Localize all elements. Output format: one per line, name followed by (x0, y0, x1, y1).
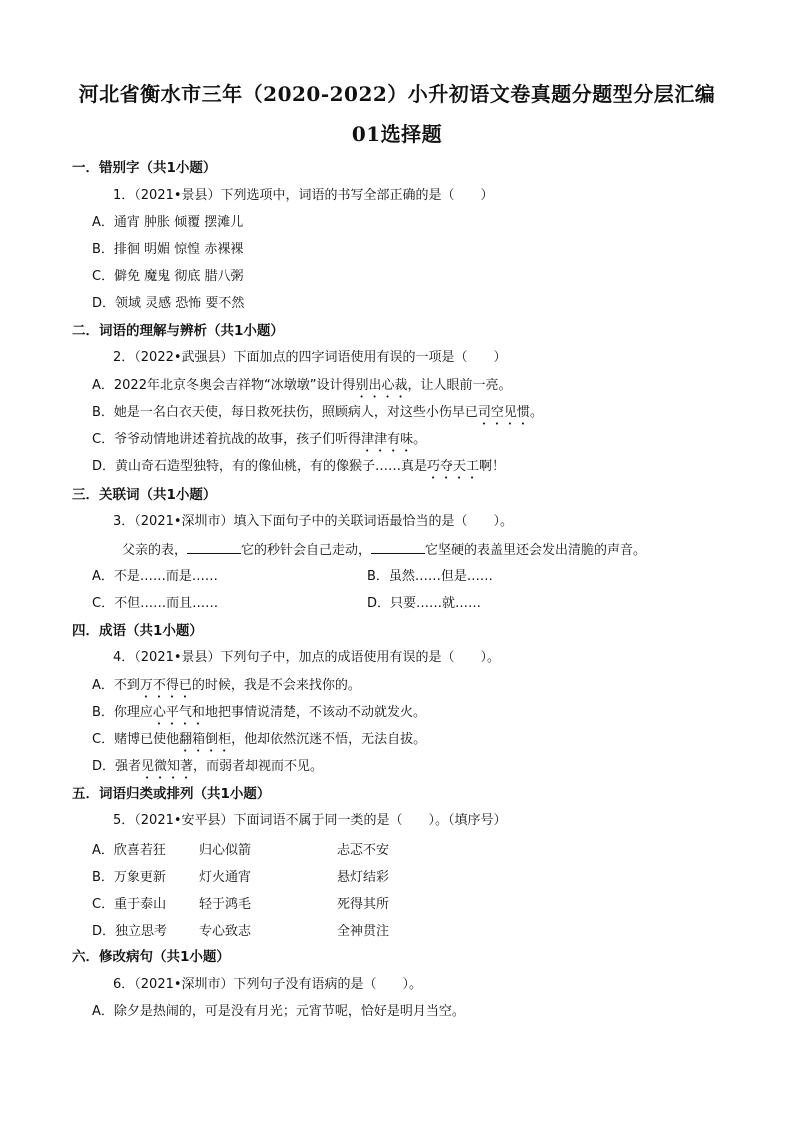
option-text: C．赌博已使他 (92, 732, 180, 747)
option-text: ，他却依然沉迷不悟，无法自拔。 (231, 732, 427, 747)
option-text: A．2022年北京冬奥会吉祥物“冰墩墩”设计得 (92, 378, 356, 393)
option-c (92, 730, 426, 755)
fill-blank (187, 539, 241, 554)
option-text: B．你理应 (92, 705, 153, 720)
option-b (92, 703, 426, 728)
option-text: 啊！ (479, 459, 506, 474)
fill-blank (371, 539, 425, 554)
word-cell: 全神贯注 (337, 924, 390, 939)
section-heading: 五．词语归类或排列（共1小题） (72, 786, 271, 802)
option-text: ，让人眼前一亮。 (407, 378, 512, 393)
dotted-phrase: 别出心裁 (355, 378, 408, 393)
word-group-row (92, 893, 492, 913)
option-d (92, 757, 323, 782)
option-c: C．不但……而且…… (92, 596, 219, 611)
question-stem: 3．（2021•深圳市）填入下面句子中的关联词语最恰当的是（ ）。 (113, 514, 514, 529)
option-b (92, 403, 543, 428)
question-sentence (122, 539, 646, 561)
dotted-phrase: 心平气和 (152, 705, 205, 720)
option-text: D．强者 (92, 759, 142, 774)
option-text: 。 (529, 405, 543, 420)
option-d: D．只要……就…… (367, 596, 482, 611)
section-heading: 一．错别字（共1小题） (72, 160, 217, 176)
word-cell: 忐忑不安 (337, 843, 390, 858)
word-group-row (92, 920, 492, 940)
word-cell: 专心致志 (199, 924, 252, 939)
option-text: D．黄山奇石造型独特，有的像仙桃，有的像猴子……真是 (92, 459, 428, 474)
option-text: A．不到 (92, 678, 140, 693)
option-a: A．通宵 肿胀 倾覆 摆滩儿 (92, 215, 244, 230)
option-text: ，而弱者却视而不见。 (193, 759, 324, 774)
word-cell: C．重于泰山 (92, 897, 167, 912)
option-text: 地把事情说清楚，不该动不动就发火。 (204, 705, 426, 720)
question-stem: 6．（2021•深圳市）下列句子没有语病的是（ ）。 (113, 977, 423, 992)
option-a: A．除夕是热闹的，可是没有月光；元宵节呢，恰好是明月当空。 (92, 1004, 465, 1019)
dotted-phrase: 见微知著 (141, 759, 194, 774)
sentence-part: 它的秒针会自己走动， (241, 543, 372, 558)
word-group-row (92, 839, 492, 859)
word-cell: B．万象更新 (92, 870, 166, 885)
option-text: 。 (413, 432, 427, 447)
option-text: 的时候，我是不会来找你的。 (191, 678, 361, 693)
document-title: 河北省衡水市三年（2020-2022）小升初语文卷真题分题型分层汇编 (78, 82, 716, 106)
option-text: B．她是一名白衣天使，每日救死扶伤，照顾病人，对这些小伤早已 (92, 405, 478, 420)
word-cell: 灯火通宵 (199, 870, 252, 885)
option-text: C．爷爷动情地讲述着抗战的故事，孩子们听得 (92, 432, 362, 447)
section-heading: 二．词语的理解与辨析（共1小题） (72, 323, 284, 339)
dotted-phrase: 巧夺天工 (427, 459, 480, 474)
question-stem: 1．（2021•景县）下列选项中，词语的书写全部正确的是（ ） (113, 188, 494, 203)
option-a (92, 676, 361, 701)
word-cell: 悬灯结彩 (337, 870, 390, 885)
option-c (92, 430, 426, 455)
dotted-phrase: 万不得已 (139, 678, 192, 693)
word-cell: 归心似箭 (199, 843, 252, 858)
option-d: D．领域 灵感 恐怖 要不然 (92, 296, 245, 311)
question-stem: 2．（2022•武强县）下面加点的四字词语使用有误的一项是（ ） (113, 350, 507, 365)
option-b: B．虽然……但是…… (367, 569, 493, 584)
option-a: A．不是……而是…… (92, 569, 218, 584)
option-b: B．排徊 明媚 惊惶 赤裸裸 (92, 242, 244, 257)
dotted-phrase: 翻箱倒柜 (179, 732, 232, 747)
question-stem: 4．（2021•景县）下列句子中，加点的成语使用有误的是（ ）。 (113, 650, 501, 665)
word-group-row (92, 866, 492, 886)
section-heading: 四．成语（共1小题） (72, 623, 203, 639)
word-cell: 轻于鸿毛 (199, 897, 252, 912)
section-heading: 三．关联词（共1小题） (72, 487, 217, 503)
question-stem: 5．（2021•安平县）下面词语不属于同一类的是（ ）。（填序号） (113, 813, 507, 828)
word-cell: 死得其所 (337, 897, 390, 912)
dotted-phrase: 津津有味 (361, 432, 414, 447)
section-heading: 六．修改病句（共1小题） (72, 949, 230, 965)
sentence-part: 父亲的表， (122, 543, 188, 558)
dotted-phrase: 司空见惯 (477, 405, 530, 420)
option-c: C．僻免 魔鬼 彻底 腊八粥 (92, 269, 244, 284)
document-subtitle: 01选择题 (351, 122, 443, 146)
word-cell: D．独立思考 (92, 924, 168, 939)
word-cell: A．欣喜若狂 (92, 843, 166, 858)
option-a (92, 376, 511, 401)
sentence-part: 它坚硬的表盖里还会发出清脆的声音。 (425, 543, 647, 558)
option-d (92, 457, 505, 482)
